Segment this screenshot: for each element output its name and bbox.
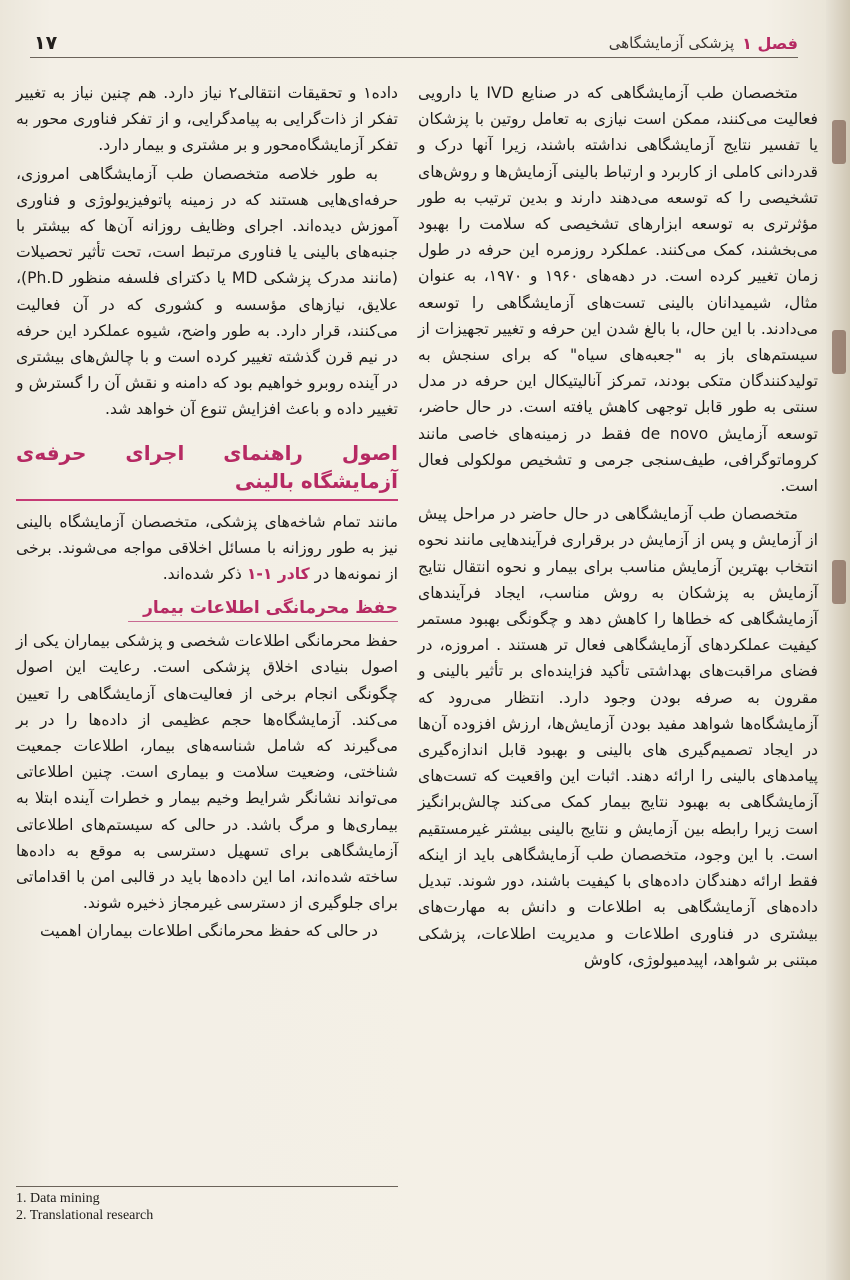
page-edge — [826, 0, 850, 1280]
paragraph: حفظ محرمانگی اطلاعات شخصی و پزشکی بیماران یکی از اصول بنیادی اخلاق پزشکی است. رعایت این اصول چگونگی انجام برخی از فعالیت‌های آزمایشگاهی را تعیین می‌کند. آزمایشگاه‌ها حجم عظیمی از داده‌ها را در بر می‌گیرند که شامل شناسه‌های بیمار، اطلاعات جمعیت شناختی، وضعیت سلامت و بیماری است. چنین اطلاعاتی می‌تواند نشانگر شرایط وخیم بیمار و خطرات آینده ابتلا به بیماری‌ها و مرگ باشد. در حالی که سیستم‌های اطلاعاتی آزمایشگاهی برای تسهیل دسترسی به موقع به داده‌ها ساخته شده‌اند، اما این داده‌ها باید در قالبی امن با اقداماتی برای جلوگیری از دسترسی غیرمجاز ذخیره شوند. — [16, 632, 398, 913]
paragraph: به طور خلاصه متخصصان طب آزمایشگاهی امروزی، حرفه‌ای‌هایی هستند که در زمینه پاتوفیزیولوژی و فناوری آموزش دیده‌اند. اجرای وظایف روزانه آن‌ها که بیشتر با جنبه‌های بالینی یا فناوری مرتبط است، تحت تأثیر تحصیلات (مانند مدرک پزشکی MD یا دکترای فلسفه منظور Ph.D)، علایق، نیازهای مؤسسه و کشوری که در آن فعالیت می‌کنند، قرار دارد. به طور واضح، شیوه عملکرد این حرفه در نیم قرن گذشته تغییر کرده است و با چالش‌های بیشتری در آینده روبرو خواهیم بود که دامنه و نقش آن را گسترش و تغییر داده و باعث افزایش تنوع آن خواهد شد. — [16, 164, 399, 419]
paragraph — [16, 509, 398, 588]
paragraph: متخصصان طب آزمایشگاهی که در صنایع IVD یا دارویی فعالیت می‌کنند، ممکن است نیازی به تعامل روتین با پزشکان یا تفسیر نتایج آزمایشگاهی نداشته باشند، زیرا آنها درک و قدردانی کاملی از کاربرد و ارتباط بالینی آزمایش‌ها و روش‌های تشخیصی را که توسعه می‌دهند دارند و بدین ترتیب به طور مؤثرتری به توسعه ابزارهای تشخیصی که سلامت را بهبود می‌بخشند، کمک می‌کنند. عملکرد روزمره این حرفه در طول زمان تغییر کرده است. در دهه‌های ۱۹۶۰ و ۱۹۷۰، به عنوان مثال، شیمیدانان بالینی تست‌های آزمایشگاهی را توسعه می‌دادند. با این حال، با بالغ شدن این حرفه و تغییر تجهیزات از سیستم‌های باز به "جعبه‌های سیاه" که برای سنجش به تولیدکنندگان متکی بودند، تمرکز آنالیتیکال این حرفه در مدل سنتی به طور قابل توجهی کاهش یافته است. در حال حاضر، توسعه آزمایش de novo فقط در زمینه‌های خاصی مانند کروماتوگرافی، طیف‌سنجی جرمی و تشخیص مولکولی فعال است. — [418, 84, 818, 496]
paragraph: در حالی که حفظ محرمانگی اطلاعات بیماران اهمیت — [40, 922, 378, 941]
header-rule — [30, 57, 798, 58]
page-number: ۱۷ — [34, 32, 58, 54]
chapter-title: پزشکی آزمایشگاهی — [608, 34, 735, 52]
footnote: 2. Translational research — [16, 1208, 154, 1223]
chapter-label: فصل ۱ — [742, 33, 798, 53]
section-rule — [16, 499, 398, 501]
subsection-rule — [128, 621, 398, 622]
paragraph: داده۱ و تحقیقات انتقالی۲ نیاز دارد. هم چنین نیاز به تغییر تفکر از ذات‌گرایی به پیامدگرایی، و از تفکر فناوری محور به تفکر آزمایشگاه‌محور و بر مشتری و بیمار دارد. — [16, 84, 398, 155]
footnote: 1. Data mining — [16, 1191, 100, 1206]
running-header — [30, 30, 798, 56]
box-reference-link[interactable]: کادر ۱-۱ — [246, 565, 310, 584]
footnote-rule — [16, 1186, 398, 1187]
footnotes — [16, 1190, 398, 1224]
thumb-index-mark — [832, 330, 846, 374]
thumb-index-mark — [832, 560, 846, 604]
paragraph-text: مانند تمام شاخه‌های پزشکی، متخصصان آزمایشگاه بالینی نیز به طور روزانه با مسائل اخلاقی مواجه می‌شوند. برخی از نمونه‌ها در — [16, 512, 398, 584]
section-title: اصول راهنمای اجرای حرفه‌ی آزمایشگاه بالینی — [16, 440, 398, 493]
paragraph: متخصصان طب آزمایشگاهی در حال حاضر در مراحل پیش از آزمایش و پس از آزمایش در برقراری فرآیندهایی مانند نحوه انتخاب بهترین آزمایش مناسب برای بیمار و نحوه انتقال نتایج آزمایش به پزشکان به روش مناسب، ایجاد فرآیندهای آزمایشگاهی که خطاها را کاهش دهد و چگونگی بهبود مستمر کیفیت عملکردهای آزمایشگاهی فعال تر هستند . امروزه، در فضای مراقبت‌های بهداشتی تأکید فزاینده‌ای بر تأثیر بالینی و مقرون به صرفه بودن وجود دارد. انتظار می‌رود که آزمایشگاه‌ها شواهد مفید بودن آزمایش‌ها، ارزش افزوده آن‌ها در ایجاد تصمیم‌گیری های بالینی و بهبود قابل اندازه‌گیری پیامدهای بالینی را ارائه دهند. اثبات این واقعیت که تست‌های آزمایشگاهی به بهبود نتایج بیمار کمک می‌کند چالش‌برانگیز است زیرا رابطه بین آزمایش و نتایج بالینی بیشتر غیرمستقیم است. با این وجود، متخصصان طب آزمایشگاهی باید از اینکه فقط ارائه دهندگان داده‌های با کیفیت باشند، دور شوند. تبدیل داده‌های آزمایشگاهی به اطلاعات و دانش به مهارت‌های بیشتری در فناوری اطلاعات و مدیریت اطلاعات، پزشکی مبتنی بر شواهد، اپیدمیولوژی، کاوش — [418, 505, 818, 969]
paragraph-text: ذکر شده‌اند. — [162, 565, 247, 584]
left-column — [16, 80, 398, 1180]
thumb-index-mark — [832, 120, 846, 164]
subsection-title: حفظ محرمانگی اطلاعات بیمار — [143, 598, 398, 619]
right-column — [418, 80, 818, 1230]
